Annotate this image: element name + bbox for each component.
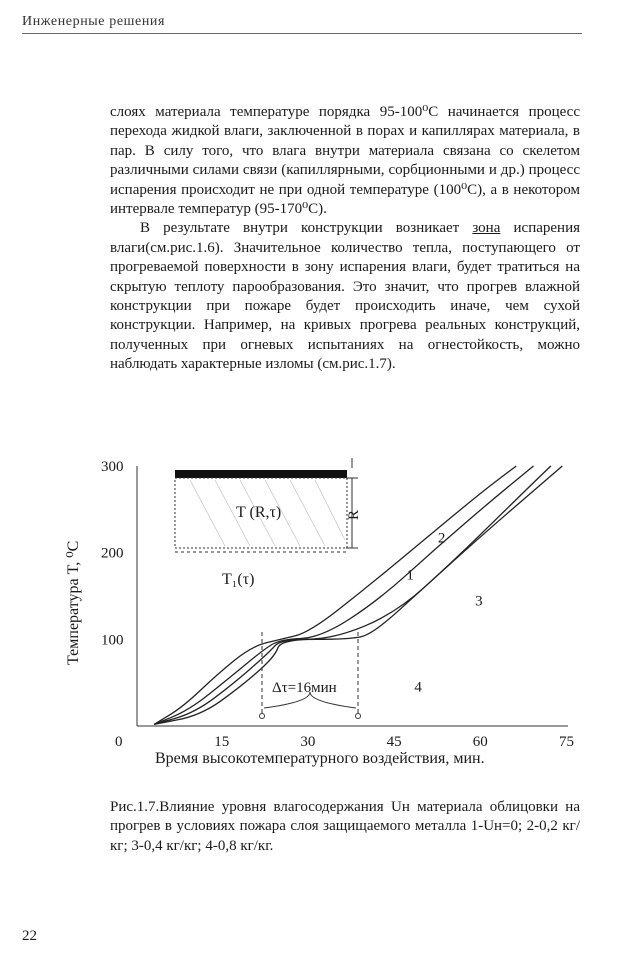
series-label-4: 4	[414, 679, 422, 696]
series-label-1: 1	[406, 567, 414, 584]
figure-caption: Рис.1.7.Влияние уровня влагосодержания Uн материала облицовки на прогрев в условиях пожара слоя защищаемого металла 1-Uн=0; 2-0,2 кг/кг; 3-0,4 кг/кг; 4-0,8 кг/кг.	[110, 799, 580, 854]
y-tick-label: 100	[101, 632, 124, 649]
paragraph-2	[110, 219, 580, 374]
series-label-2: 2	[437, 530, 446, 547]
temperature-chart	[40, 440, 600, 780]
y-tick-label: 300	[101, 459, 124, 475]
metal-layer	[175, 470, 347, 478]
inset-dim-label: R	[346, 509, 362, 520]
body-text	[110, 103, 580, 375]
figure-1-7	[40, 440, 600, 780]
x-tick-label: 30	[300, 734, 316, 750]
series-label-3: 3	[475, 593, 483, 610]
inset-label-top: T (R,τ)	[236, 504, 282, 521]
y-axis-label: Температура T, ⁰С	[65, 540, 82, 665]
paragraph-2-start: В результате внутри конструкции возникает	[140, 220, 473, 237]
paragraph-2-rest: испарения влаги(см.рис.1.6). Значительное количество тепла, поступающего от прогреваемой поверхности в зону испарения влаги, будет тратиться на скрытую теплоту парообразования. Это значит, что прогрев влажной конструкции при пожаре будет происходить иначе, чем сухой конструкции. Например, на кривых прогрева реальных конструкций, полученных при огневых испытаниях на огнестойкость, можно наблюдать характерные изломы (см.рис.1.7).	[110, 220, 580, 373]
inset-label-bottom: T₁(τ)	[222, 571, 255, 588]
x-tick-label: 75	[559, 734, 574, 750]
paragraph-1: слоях материала температуре порядка 95-100⁰С начинается процесс перехода жидкой влаги, заключенной в порах и капиллярах материала, в пар. В силу того, что влага внутри материала связана со скелетом различными силами связи (капиллярными, сорбционными и др.) процесс испарения происходит не при одной температуре (100⁰С), а в некотором интервале температур (95-170⁰С).	[110, 104, 580, 218]
x-tick-label: 60	[472, 734, 488, 750]
y-tick-label: 200	[101, 545, 124, 562]
underlined-word: зона	[472, 220, 501, 237]
delta-label: Δτ=16мин	[272, 680, 337, 696]
delta-annotation	[260, 632, 361, 719]
inset-diagram	[175, 458, 362, 588]
page-number: 22	[22, 928, 37, 944]
x-tick-label: 15	[214, 734, 230, 750]
x-axis-label: Время высокотемпературного воздействия, мин.	[155, 750, 485, 767]
running-header: Инженерные решения	[22, 14, 582, 34]
x-tick-label: 0	[115, 734, 123, 750]
x-tick-label: 45	[386, 734, 402, 750]
